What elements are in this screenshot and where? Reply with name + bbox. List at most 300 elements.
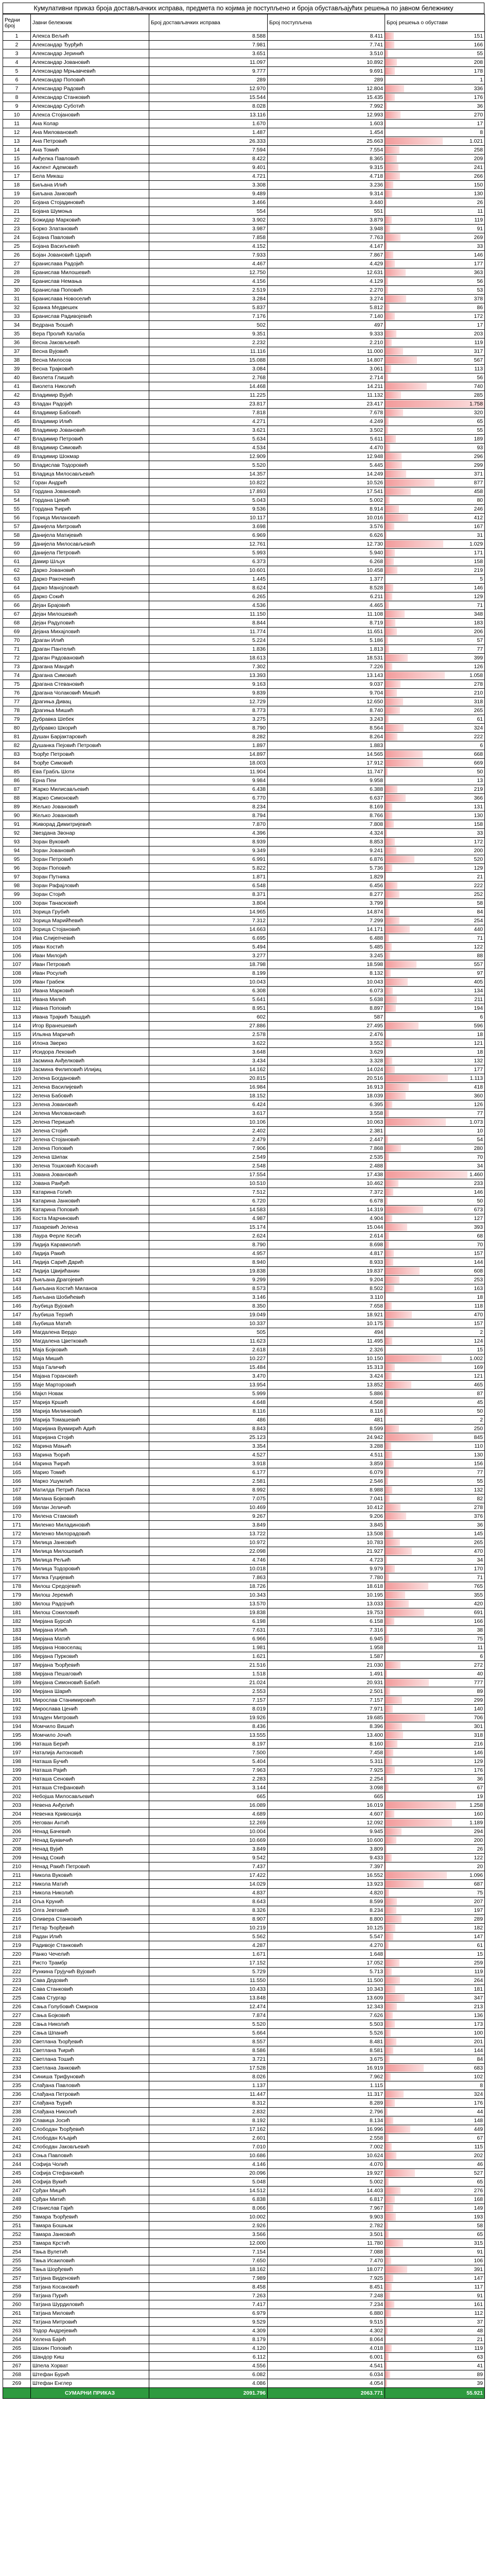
row-suspension-value: 91	[477, 226, 483, 232]
row-suspension-value: 189	[474, 436, 483, 442]
row-suspension-value: 278	[474, 1504, 483, 1511]
row-index: 2	[3, 41, 31, 49]
data-bar	[385, 479, 434, 486]
row-index: 192	[3, 1705, 31, 1714]
data-bar	[385, 2380, 387, 2387]
table-row	[3, 1556, 485, 1565]
row-suspension	[385, 1293, 485, 1302]
row-received: 3.144	[149, 1784, 268, 1792]
row-finished: 6.268	[268, 557, 385, 566]
row-notary-name: Владимир Вујић	[31, 391, 149, 400]
row-notary-name: Ведрана Ђошић	[31, 321, 149, 330]
row-notary-name: Катарина Голић	[31, 1188, 149, 1197]
table-row	[3, 487, 485, 496]
data-bar	[385, 926, 410, 933]
row-suspension-value: 112	[474, 2310, 483, 2316]
table-row	[3, 2222, 485, 2230]
table-row	[3, 960, 485, 969]
row-finished: 9.691	[268, 67, 385, 76]
row-notary-name: Жарко Симоновић	[31, 794, 149, 803]
table-row	[3, 1819, 485, 1827]
data-bar	[385, 2353, 389, 2361]
row-received: 8.794	[149, 811, 268, 820]
row-suspension	[385, 2344, 485, 2353]
table-row	[3, 2318, 485, 2327]
row-suspension-value: 10	[477, 1128, 483, 1134]
row-received: 12.729	[149, 698, 268, 706]
row-suspension	[385, 1223, 485, 1232]
table-row	[3, 2283, 485, 2292]
row-received: 7.863	[149, 1573, 268, 1582]
table-row	[3, 470, 485, 479]
row-index: 227	[3, 2011, 31, 2020]
row-suspension-value: 399	[474, 655, 483, 661]
row-finished: 13.609	[268, 1994, 385, 2003]
row-suspension	[385, 1976, 485, 1985]
row-suspension-value: 250	[474, 1426, 483, 1432]
table-row	[3, 1836, 485, 1845]
row-suspension	[385, 251, 485, 260]
data-bar	[385, 821, 394, 828]
row-notary-name: Гордана Јовановић	[31, 487, 149, 496]
row-finished: 9.037	[268, 680, 385, 689]
table-row	[3, 2239, 485, 2248]
row-notary-name: Бранислав Поповић	[31, 286, 149, 295]
row-received: 11.225	[149, 391, 268, 400]
data-bar	[385, 1644, 386, 1651]
row-suspension-value: 89	[477, 1688, 483, 1694]
row-received: 7.157	[149, 1696, 268, 1705]
table-row	[3, 2143, 485, 2151]
row-received: 10.004	[149, 1827, 268, 1836]
data-bar	[385, 1127, 386, 1134]
row-notary-name: Бојана Павловић	[31, 233, 149, 242]
table-row	[3, 312, 485, 321]
row-finished: 3.510	[268, 49, 385, 58]
row-notary-name: Мајкл Новак	[31, 1389, 149, 1398]
row-index: 85	[3, 768, 31, 776]
row-finished: 587	[268, 1013, 385, 1022]
row-received: 5.562	[149, 1933, 268, 1941]
row-index: 103	[3, 925, 31, 934]
row-notary-name: Ранко Чечелић	[31, 1950, 149, 1959]
data-bar	[385, 1802, 456, 1809]
row-notary-name: Зоран Вуковић	[31, 838, 149, 846]
data-bar	[385, 1224, 407, 1231]
row-finished: 15.313	[268, 1363, 385, 1372]
row-received: 2.553	[149, 1687, 268, 1696]
row-notary-name: Љубица Вујовић	[31, 1302, 149, 1311]
row-finished: 11.132	[268, 391, 385, 400]
row-suspension	[385, 1722, 485, 1731]
row-finished: 7.741	[268, 41, 385, 49]
row-suspension-value: 129	[474, 594, 483, 600]
row-finished: 9.206	[268, 1512, 385, 1521]
table-row	[3, 251, 485, 260]
row-suspension-value: 126	[474, 664, 483, 670]
table-row	[3, 1039, 485, 1048]
row-finished: 13.143	[268, 671, 385, 680]
row-suspension	[385, 1862, 485, 1871]
row-suspension	[385, 540, 485, 549]
row-received: 8.116	[149, 1407, 268, 1416]
row-received: 8.282	[149, 733, 268, 741]
row-finished: 7.470	[268, 2257, 385, 2265]
data-bar	[385, 1408, 388, 1415]
row-finished: 13.400	[268, 1731, 385, 1740]
row-finished: 4.511	[268, 1451, 385, 1460]
row-notary-name: Зоран Путника	[31, 873, 149, 882]
row-suspension-value: 91	[477, 2249, 483, 2255]
row-finished: 9.315	[268, 163, 385, 172]
table-row	[3, 1994, 485, 2003]
row-index: 233	[3, 2064, 31, 2073]
row-index: 147	[3, 1311, 31, 1319]
row-notary-name: Љубиша Терзић	[31, 1311, 149, 1319]
row-suspension-value: 132	[474, 1487, 483, 1493]
table-row	[3, 1022, 485, 1030]
row-notary-name: Татјана Шурдиловић	[31, 2300, 149, 2309]
data-bar	[385, 1040, 392, 1047]
row-suspension-value: 11	[477, 208, 483, 214]
row-suspension-value: 363	[474, 269, 483, 276]
row-finished: 8.897	[268, 1004, 385, 1013]
data-bar	[385, 2292, 390, 2299]
table-body	[3, 32, 485, 2388]
row-suspension	[385, 899, 485, 908]
row-received: 8.586	[149, 2046, 268, 2055]
data-bar	[385, 2196, 395, 2203]
row-suspension-value: 102	[474, 2074, 483, 2080]
row-index: 115	[3, 1030, 31, 1039]
row-suspension	[385, 1941, 485, 1950]
row-received: 3.617	[149, 1109, 268, 1118]
data-bar	[385, 1241, 389, 1248]
row-suspension-value: 347	[474, 1995, 483, 2001]
row-finished: 8.599	[268, 1425, 385, 1433]
row-suspension	[385, 1433, 485, 1442]
table-row	[3, 1048, 485, 1057]
row-index: 64	[3, 584, 31, 592]
data-bar	[385, 2056, 390, 2063]
table-row	[3, 750, 485, 759]
row-suspension-value: 172	[474, 839, 483, 845]
data-bar	[385, 2003, 397, 2010]
row-suspension-value: 67	[477, 2135, 483, 2141]
row-index: 162	[3, 1442, 31, 1451]
row-finished: 2.488	[268, 1162, 385, 1171]
data-bar	[385, 584, 393, 591]
row-notary-name: Владимир Шокмар	[31, 452, 149, 461]
row-notary-name: Мирјана Пешаговић	[31, 1670, 149, 1679]
header-suspension: Број решења о обустави	[385, 14, 485, 32]
row-suspension	[385, 2274, 485, 2283]
row-index: 68	[3, 619, 31, 628]
row-finished: 7.248	[268, 2292, 385, 2300]
table-row	[3, 654, 485, 663]
row-suspension-value: 687	[474, 1881, 483, 1887]
row-suspension	[385, 1092, 485, 1100]
table-row	[3, 820, 485, 829]
table-row	[3, 1722, 485, 1731]
row-received: 8.436	[149, 1722, 268, 1731]
data-bar	[385, 724, 404, 732]
row-finished: 3.098	[268, 1784, 385, 1792]
row-finished: 4.817	[268, 1249, 385, 1258]
row-finished: 3.061	[268, 365, 385, 374]
row-index: 57	[3, 522, 31, 531]
table-row	[3, 41, 485, 49]
data-bar	[385, 1022, 419, 1029]
row-notary-name: Шпела Хорват	[31, 2362, 149, 2370]
row-received: 4.721	[149, 172, 268, 181]
data-bar	[385, 2178, 389, 2185]
table-row	[3, 1906, 485, 1915]
data-bar	[385, 637, 388, 644]
row-suspension-value: 129	[474, 1758, 483, 1765]
row-suspension	[385, 1836, 485, 1845]
row-index: 215	[3, 1906, 31, 1915]
row-finished: 4.147	[268, 242, 385, 251]
row-received: 3.721	[149, 2055, 268, 2064]
row-suspension	[385, 1074, 485, 1083]
row-index: 62	[3, 566, 31, 575]
row-received: 14.468	[149, 382, 268, 391]
table-row	[3, 58, 485, 67]
row-index: 34	[3, 321, 31, 330]
row-notary-name: Мирослава Ценић	[31, 1705, 149, 1714]
table-row	[3, 330, 485, 338]
row-index: 113	[3, 1013, 31, 1022]
row-notary-name: Иван Петровић	[31, 960, 149, 969]
row-notary-name: Наташа Сеновић	[31, 1775, 149, 1784]
row-notary-name: Софија Вукић	[31, 2178, 149, 2187]
row-suspension-value: 201	[474, 2039, 483, 2045]
row-suspension-value: 1.002	[469, 1355, 483, 1362]
table-row	[3, 899, 485, 908]
data-bar	[385, 514, 408, 521]
row-suspension-value: 1.758	[469, 401, 483, 407]
data-bar	[385, 2099, 395, 2107]
row-notary-name: Олга Јевтовић	[31, 1906, 149, 1915]
row-suspension	[385, 1460, 485, 1468]
row-notary-name: Марина Ђорић	[31, 1451, 149, 1460]
row-finished: 3.501	[268, 2230, 385, 2239]
row-finished: 4.607	[268, 1810, 385, 1819]
row-index: 69	[3, 628, 31, 636]
row-notary-name: Драгана Чолаковић Мишић	[31, 689, 149, 698]
table-row	[3, 776, 485, 785]
row-finished: 8.481	[268, 2038, 385, 2046]
table-row	[3, 1547, 485, 1556]
table-row	[3, 663, 485, 671]
row-notary-name: Маријана Стојић	[31, 1433, 149, 1442]
row-suspension-value: 146	[474, 585, 483, 591]
row-suspension-value: 55	[477, 50, 483, 57]
row-notary-name: Јелена Богдановић	[31, 1074, 149, 1083]
row-suspension-value: 194	[474, 1005, 483, 1011]
data-bar	[385, 786, 397, 793]
row-finished: 7.867	[268, 251, 385, 260]
row-suspension	[385, 759, 485, 768]
row-suspension-value: 86	[477, 304, 483, 311]
table-row	[3, 680, 485, 689]
row-suspension-value: 50	[477, 1198, 483, 1204]
row-suspension-value: 470	[474, 1548, 483, 1554]
row-index: 254	[3, 2248, 31, 2257]
table-row	[3, 417, 485, 426]
table-row	[3, 1661, 485, 1670]
row-index: 150	[3, 1337, 31, 1346]
row-suspension-value: 183	[474, 620, 483, 626]
row-index: 125	[3, 1118, 31, 1127]
row-suspension-value: 265	[474, 707, 483, 714]
table-row	[3, 84, 485, 93]
row-suspension-value: 241	[474, 164, 483, 171]
table-row	[3, 873, 485, 882]
row-notary-name: Петар Ђорђевић	[31, 1924, 149, 1933]
row-notary-name: Слободан Ђорђевић	[31, 2125, 149, 2134]
row-finished: 5.812	[268, 303, 385, 312]
table-row	[3, 2187, 485, 2195]
table-row	[3, 190, 485, 198]
row-suspension-value: 1.058	[469, 672, 483, 679]
row-finished: 10.195	[268, 1591, 385, 1600]
data-bar	[385, 628, 397, 635]
total-row	[3, 2388, 485, 2399]
data-bar	[385, 1662, 401, 1669]
table-row	[3, 391, 485, 400]
row-notary-name: Драган Илић	[31, 636, 149, 645]
row-notary-name: Шандор Киш	[31, 2353, 149, 2362]
row-received: 17.528	[149, 2064, 268, 2073]
row-index: 212	[3, 1880, 31, 1889]
data-bar	[385, 1758, 392, 1765]
row-finished: 9.979	[268, 1565, 385, 1573]
data-bar	[385, 1697, 402, 1704]
row-suspension	[385, 1906, 485, 1915]
row-suspension	[385, 2151, 485, 2160]
data-bar	[385, 1749, 393, 1756]
data-bar	[385, 759, 423, 767]
row-notary-name: Виолета Николић	[31, 382, 149, 391]
row-index: 70	[3, 636, 31, 645]
row-received: 4.120	[149, 2344, 268, 2353]
row-suspension-value: 360	[474, 1093, 483, 1099]
data-bar	[385, 1469, 389, 1476]
table-row	[3, 619, 485, 628]
row-suspension-value: 336	[474, 86, 483, 92]
row-received: 10.002	[149, 2213, 268, 2222]
row-notary-name: Марија Кршић	[31, 1398, 149, 1407]
data-bar	[385, 1767, 395, 1774]
row-notary-name: Јована Јовановић	[31, 1171, 149, 1179]
table-row	[3, 1381, 485, 1389]
row-index: 144	[3, 1284, 31, 1293]
data-bar	[385, 2029, 391, 2037]
row-finished: 2.270	[268, 286, 385, 295]
table-row	[3, 347, 485, 356]
row-finished: 5.186	[268, 636, 385, 645]
data-bar	[385, 295, 406, 302]
row-suspension	[385, 260, 485, 268]
table-row	[3, 522, 485, 531]
row-notary-name: Дарко Манојловић	[31, 584, 149, 592]
row-suspension	[385, 1153, 485, 1162]
row-notary-name: Ана Колар	[31, 120, 149, 128]
row-notary-name: Лидија Ракић	[31, 1249, 149, 1258]
row-index: 229	[3, 2029, 31, 2038]
row-finished: 5.638	[268, 995, 385, 1004]
row-notary-name: Дарко Јовановић	[31, 566, 149, 575]
row-suspension	[385, 934, 485, 943]
row-received: 7.818	[149, 409, 268, 417]
data-bar	[385, 50, 388, 57]
row-index: 59	[3, 540, 31, 549]
table-row	[3, 1302, 485, 1311]
row-suspension	[385, 2064, 485, 2073]
table-row	[3, 1162, 485, 1171]
row-finished: 551	[268, 207, 385, 216]
data-bar	[385, 85, 404, 92]
row-suspension	[385, 1389, 485, 1398]
row-finished: 2.210	[268, 338, 385, 347]
row-index: 190	[3, 1687, 31, 1696]
row-notary-name: Зоран Јовановић	[31, 846, 149, 855]
table-row	[3, 409, 485, 417]
row-suspension	[385, 1276, 485, 1284]
row-received: 10.510	[149, 1179, 268, 1188]
table-row	[3, 198, 485, 207]
data-bar	[385, 2134, 389, 2142]
row-notary-name: Тања Исаиловић	[31, 2257, 149, 2265]
data-bar	[385, 1083, 409, 1091]
row-finished: 8.698	[268, 1241, 385, 1249]
row-finished: 10.458	[268, 566, 385, 575]
row-index: 157	[3, 1398, 31, 1407]
row-index: 240	[3, 2125, 31, 2134]
row-received: 7.981	[149, 41, 268, 49]
data-bar	[385, 1162, 387, 1170]
row-suspension	[385, 76, 485, 84]
row-suspension-value: 567	[474, 357, 483, 363]
row-index: 226	[3, 2003, 31, 2011]
row-suspension-value: 140	[474, 1706, 483, 1712]
row-suspension-value: 203	[474, 331, 483, 337]
row-finished: 8.411	[268, 32, 385, 41]
data-bar	[385, 619, 395, 626]
row-notary-name: Маја Мишић	[31, 1354, 149, 1363]
table-row	[3, 978, 485, 987]
row-suspension-value: 132	[474, 1058, 483, 1064]
row-index: 56	[3, 514, 31, 522]
row-index: 195	[3, 1731, 31, 1740]
table-row	[3, 855, 485, 864]
row-suspension	[385, 794, 485, 803]
row-index: 265	[3, 2344, 31, 2353]
row-suspension	[385, 1757, 485, 1766]
row-suspension-value: 253	[474, 1277, 483, 1283]
row-finished: 4.129	[268, 277, 385, 286]
row-notary-name: Драгана Стевановић	[31, 680, 149, 689]
row-notary-name: Катарина Јанковић	[31, 1197, 149, 1206]
row-notary-name: Софија Чолић	[31, 2160, 149, 2169]
row-suspension-value: 130	[474, 1452, 483, 1458]
row-suspension	[385, 2327, 485, 2335]
row-notary-name: Бранислава Радојић	[31, 260, 149, 268]
row-notary-name: Слободан Јаковљевић	[31, 2143, 149, 2151]
row-finished: 3.552	[268, 1039, 385, 1048]
